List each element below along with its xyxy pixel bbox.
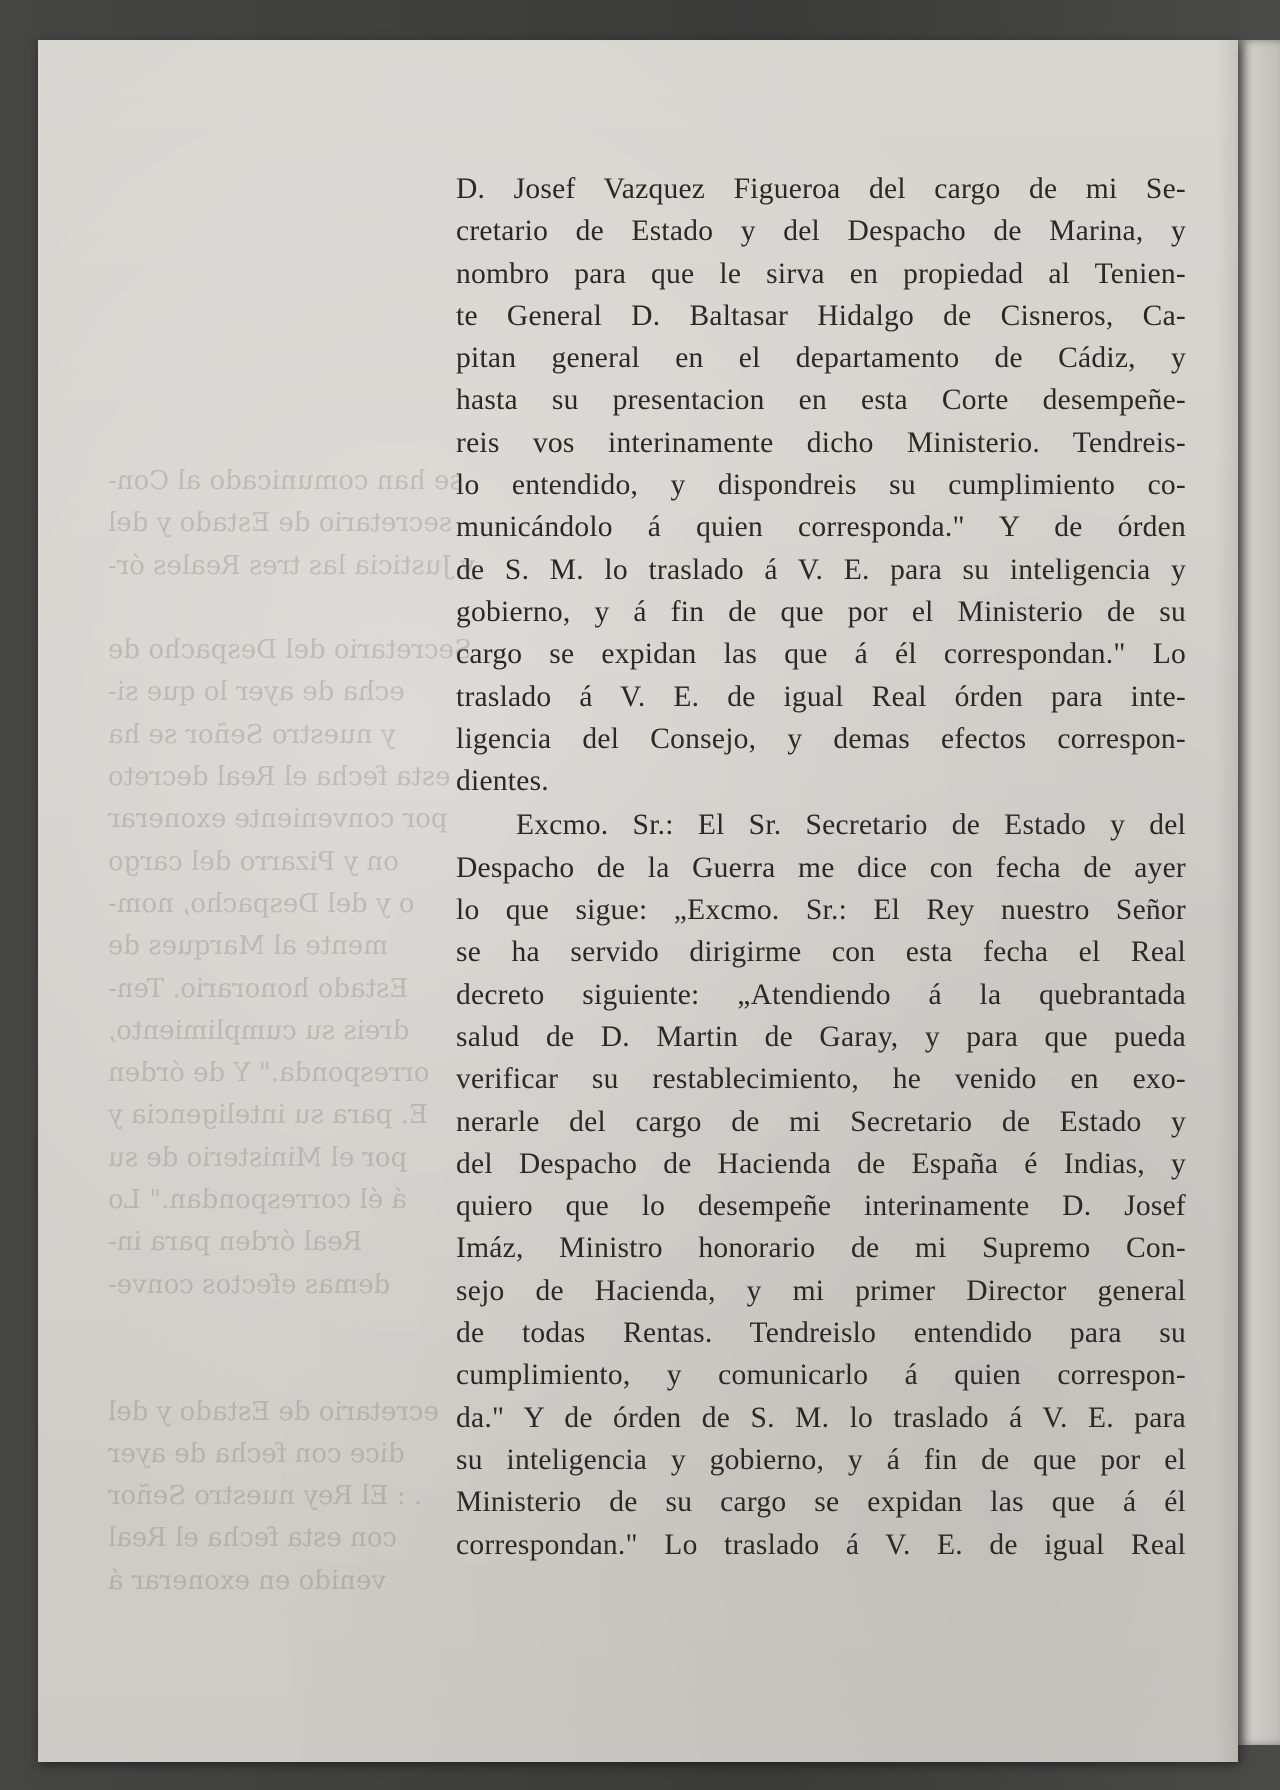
text-line: gobierno, y á fin de que por el Ministerio de su	[456, 595, 1186, 628]
text-line: cumplimiento, y comunicarlo á quien correspon-	[456, 1359, 1186, 1392]
text-line: Ministerio de su cargo se expidan las que á él	[456, 1486, 1186, 1519]
text-line: cretario de Estado y del Despacho de Marina, y	[456, 215, 1186, 248]
text-line: cargo se expidan las que á él correspondan." Lo	[456, 638, 1186, 671]
page-binding-shadow	[1216, 40, 1238, 1762]
text-line: lo que sigue: „Excmo. Sr.: El Rey nuestro Señor	[456, 894, 1186, 927]
text-line: traslado á V. E. de igual Real órden para inte-	[456, 680, 1186, 713]
text-line: del Despacho de Hacienda de España é Indias, y	[456, 1147, 1186, 1180]
text-line: de todas Rentas. Tendreislo entendido para su	[456, 1317, 1186, 1350]
text-line: correspondan." Lo traslado á V. E. de igual Real	[456, 1528, 1186, 1561]
text-line: Despacho de la Guerra me dice con fecha de ayer	[456, 851, 1186, 884]
text-line: D. Josef Vazquez Figueroa del cargo de mi Se-	[456, 173, 1186, 205]
text-line: salud de D. Martin de Garay, y para que pueda	[456, 1020, 1186, 1053]
text-line: reis vos interinamente dicho Ministerio. Tendreis-	[456, 426, 1186, 459]
text-line: verificar su restablecimiento, he venido en exo-	[456, 1063, 1186, 1096]
bleed-through-text: se han comunicado al Con- secretario de Estado y del y Justicia las tres Reales ór- Secretario del Despacho de echa de ayer lo que si- y nuestro Señor se ha esta fecha el Real decreto por conveniente exonerar on y Pizarro del cargo o y del Despacho, nom- mente al Marques de Estado honorario. Ten- dreis su cumplimiento, orresponda." Y de órden E. para su inteligencia y por el Ministerio de su á él correspondan." Lo Real órden para in- demas efectos conve- ecretario de Estado y del dice con fecha de ayer . : El Rey nuestro Señor con esta fecha el Real venido en exonerar á	[108, 466, 475, 1596]
text-line: te General D. Baltasar Hidalgo de Cisneros, Ca-	[456, 299, 1186, 332]
document-body	[456, 168, 1186, 1566]
text-line: se ha servido dirigirme con esta fecha el Real	[456, 936, 1186, 969]
text-line: municándolo á quien corresponda." Y de órden	[456, 511, 1186, 544]
text-line: dientes.	[456, 765, 549, 798]
paragraph-first-line: Excmo. Sr.: El Sr. Secretario de Estado y del	[516, 809, 1186, 842]
text-line: quiero que lo desempeñe interinamente D. Josef	[456, 1190, 1186, 1223]
document-page	[38, 40, 1238, 1762]
text-line: pitan general en el departamento de Cádiz, y	[456, 342, 1186, 375]
adjacent-page-edge	[1238, 40, 1280, 1745]
text-line: decreto siguiente: „Atendiendo á la quebrantada	[456, 978, 1186, 1011]
text-line: de S. M. lo traslado á V. E. para su inteligencia y	[456, 553, 1186, 586]
text-line: nombro para que le sirva en propiedad al Tenien-	[456, 257, 1186, 290]
text-line: nerarle del cargo de mi Secretario de Estado y	[456, 1105, 1186, 1138]
text-line: hasta su presentacion en esta Corte desempeñe-	[456, 384, 1186, 417]
text-line: Imáz, Ministro honorario de mi Supremo Con-	[456, 1232, 1186, 1265]
text-line: lo entendido, y dispondreis su cumplimiento co-	[456, 469, 1186, 502]
text-line: da." Y de órden de S. M. lo traslado á V. E. para	[456, 1401, 1186, 1434]
text-line: sejo de Hacienda, y mi primer Director general	[456, 1274, 1186, 1307]
text-line: su inteligencia y gobierno, y á fin de que por el	[456, 1443, 1186, 1476]
text-line: ligencia del Consejo, y demas efectos correspon-	[456, 722, 1186, 755]
